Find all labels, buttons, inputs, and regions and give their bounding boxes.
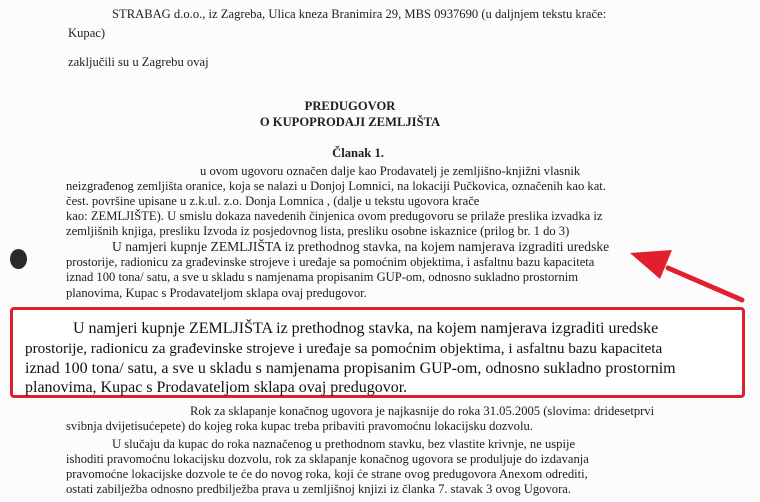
article-1-line: u ovom ugovoru označen dalje kao Prodavatelj je zemljišno-knjižni vlasnik xyxy=(200,164,581,178)
article-1-line: prostorije, radionicu za građevinske strojeve i uređaje sa pomoćnim objektima, i asfaltnu bazu kapaciteta xyxy=(66,255,595,269)
article-1-line: kao: ZEMLJIŠTE). U smislu dokaza navedenih činjenica ovom predugovoru se prilaže preslika izvadka iz xyxy=(66,209,603,223)
callout-line: prostorije, radionicu za građevinske strojeve i uređaje sa pomoćnim objektima, i asfaltnu bazu kapaciteta xyxy=(25,340,663,357)
article-1-line: zemljišnih knjiga, presliku Izvoda iz posjedovnog lista, presliku osobne iskaznice (prilog br. 1 do 3) xyxy=(66,224,570,238)
highlight-callout-box xyxy=(10,307,745,398)
article-1-heading: Članak 1. xyxy=(332,146,384,160)
article-2-line: ostati zabilježba odnosno predbilježba prava u zemljišnoj knjizi iz članka 7. stavak 3 ovog Ugovora. xyxy=(66,482,571,496)
intro-line-buyer: Kupac) xyxy=(68,26,106,40)
document-title: PREDUGOVOR xyxy=(304,99,396,113)
article-2-line: U slučaju da kupac do roka naznačenog u prethodnom stavku, bez vlastite krivnje, ne uspije xyxy=(112,437,576,451)
document-subtitle: O KUPOPRODAJI ZEMLJIŠTA xyxy=(259,115,441,129)
article-1-line: čest. površine upisane u z.k.ul. z.o. Donja Lomnica , (dalje u tekstu ugovora krače xyxy=(66,194,480,208)
article-2-line: svibnja dvijetisućepete) do kojeg roka kupac treba pribaviti pravomoćnu lokacijsku dozvolu. xyxy=(66,419,533,433)
callout-line: U namjeri kupnje ZEMLJIŠTA iz prethodnog stavka, na kojem namjerava izgraditi uredske xyxy=(73,320,659,337)
intro-line-company: STRABAG d.o.o., iz Zagreba, Ulica kneza Branimira 29, MBS 0937690 (u daljnjem tekstu krače: xyxy=(112,7,607,21)
callout-line: planovima, Kupac s Prodavateljom sklapa ovaj predugovor. xyxy=(25,379,408,396)
article-1-line: neizgrađenog zemljišta oranice, koja se nalazi u Donjoj Lomnici, na lokaciji Pučkovica, označenih kao kat. xyxy=(66,179,606,193)
article-2-line: pravomoćne lokacijske dozvole te će do novog roka, koji će strane ovog predugovora Anexom odrediti, xyxy=(66,467,588,481)
arrow-shaft xyxy=(668,268,742,300)
article-1-line: U namjeri kupnje ZEMLJIŠTA iz prethodnog stavka, na kojem namjerava izgraditi uredske xyxy=(112,239,610,254)
arrow-head xyxy=(630,250,672,279)
article-2-line: Rok za sklapanje konačnog ugovora je najkasnije do roka 31.05.2005 (slovima: dridesetprvi xyxy=(190,404,655,418)
callout-line: iznad 100 tona/ satu, a sve u skladu s namjenama propisanim GUP-om, odnosno sukladno prostornim xyxy=(25,360,676,377)
article-1-line: iznad 100 tona/ satu, a sve u skladu s namjenama propisanim GUP-om, odnosno sukladno prostornim xyxy=(66,270,579,284)
intro-line-concluded: zaključili su u Zagrebu ovaj xyxy=(68,55,209,69)
article-1-line: planovima, Kupac s Prodavateljom sklapa ovaj predugovor. xyxy=(66,286,367,300)
article-2-line: ishoditi pravomoćnu lokacijsku dozvolu, rok za sklapanje konačnog ugovora se produljuje do izdavanja xyxy=(66,452,589,466)
